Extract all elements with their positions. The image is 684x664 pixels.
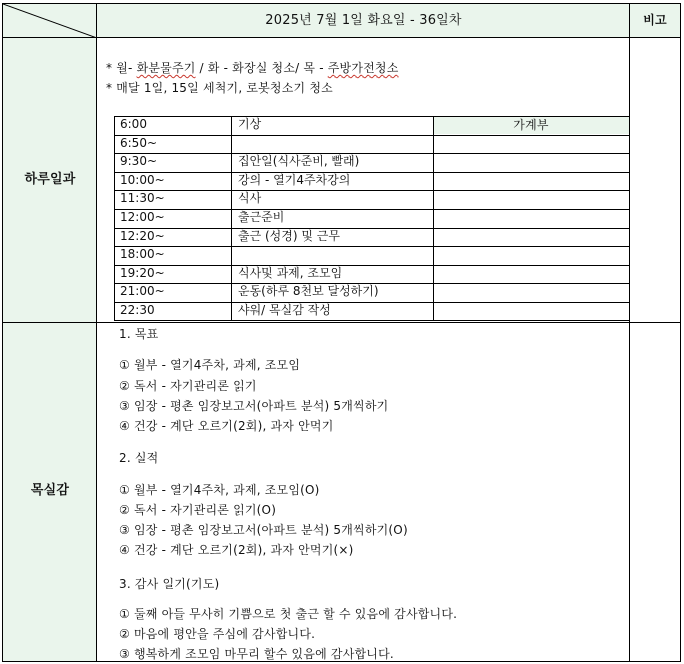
routine-note-1: * 월- 화분물주기 / 화 - 화장실 청소/ 목 - 주방가전청소 [106, 61, 399, 75]
corner-cell [3, 4, 97, 38]
section-divider [3, 322, 680, 323]
title-cell [97, 4, 630, 38]
schedule-row-divider [114, 172, 630, 173]
gratitude-item-3: ③ 행복하게 조모임 마무리 할수 있음에 감사합니다. [119, 647, 394, 661]
schedule-row-divider [114, 246, 630, 247]
result-item-4: ④ 건강 - 계단 오르기(2회), 과자 안먹기(×) [119, 543, 354, 557]
gratitude-item-1: ① 둘째 아들 무사히 기쁨으로 첫 출근 할 수 있음에 감사합니다. [119, 607, 458, 621]
schedule-row [114, 209, 630, 227]
goal-item-1: ① 월부 - 열기4주차, 과제, 조모임 [119, 358, 301, 372]
gratitude-item-2: ② 마음에 평안을 주심에 감사합니다. [119, 627, 316, 641]
title-text: 2025년 7월 1일 화요일 - 36일차 [265, 13, 462, 28]
remarks-label: 비고 [643, 13, 667, 27]
schedule-row [114, 172, 630, 190]
schedule-row-divider [114, 153, 630, 154]
schedule-activity: 출근 (성경) 및 근무 [238, 228, 340, 243]
schedule-row [114, 302, 630, 320]
schedule-row [114, 190, 630, 208]
remarks-header-cell [630, 4, 680, 38]
schedule-activity: 식사및 과제, 조모임 [238, 265, 343, 280]
schedule-row [114, 246, 630, 264]
schedule-activity: 집안일(식사준비, 빨래) [238, 154, 360, 169]
schedule-table [114, 116, 630, 321]
schedule-activity: 기상 [238, 117, 262, 131]
goal-item-2: ② 독서 - 자기관리론 읽기 [119, 379, 257, 393]
label-column-divider [96, 4, 97, 661]
schedule-row [114, 265, 630, 283]
result-item-1: ① 월부 - 열기4주차, 과제, 조모임(O) [119, 483, 320, 497]
schedule-row [114, 135, 630, 153]
page-title [97, 13, 630, 29]
routine-label-cell [3, 38, 97, 323]
goals-title: 1. 목표 [119, 327, 159, 341]
schedule-time: 12:00~ [120, 210, 165, 224]
header-divider [3, 37, 680, 38]
schedule-row-divider [114, 302, 630, 303]
result-item-3: ③ 임장 - 평촌 임장보고서(아파트 분석) 5개씩하기(O) [119, 523, 408, 537]
daily-journal-table [2, 3, 681, 662]
schedule-time: 18:00~ [120, 247, 165, 262]
schedule-time: 6:50~ [120, 135, 158, 150]
goal-item-4: ④ 건강 - 계단 오르기(2회), 과자 안먹기 [119, 419, 334, 433]
results-title: 2. 실적 [119, 451, 159, 465]
schedule-time: 12:20~ [120, 228, 165, 243]
schedule-row [114, 228, 630, 246]
schedule-activity: 운동(하루 8천보 달성하기) [238, 284, 379, 299]
goal-item-3: ③ 임장 - 평촌 임장보고서(아파트 분석) 5개씩하기 [119, 399, 389, 413]
schedule-time: 22:30 [120, 303, 155, 317]
schedule-row-divider [114, 265, 630, 266]
schedule-activity: 샤워/ 목실감 작성 [238, 303, 331, 317]
routine-label: 하루일과 [24, 172, 76, 187]
schedule-row-divider [114, 190, 630, 191]
reflection-content [119, 327, 624, 661]
routine-note-2: * 매달 1일, 15일 세척기, 로봇청소기 청소 [106, 81, 333, 95]
schedule-time: 6:00 [120, 117, 147, 131]
schedule-row-divider [114, 209, 630, 210]
diagonal-divider [3, 4, 97, 38]
budget-label: 가계부 [513, 118, 549, 132]
reflection-label: 목실감 [30, 483, 70, 498]
schedule-row [114, 283, 630, 301]
reflection-label-cell [3, 323, 97, 661]
schedule-time: 10:00~ [120, 172, 165, 187]
gratitude-title: 3. 감사 일기(기도) [119, 577, 220, 591]
remarks-column-divider [629, 4, 630, 661]
result-item-2: ② 독서 - 자기관리론 읽기(O) [119, 503, 277, 517]
schedule-activity: 출근준비 [238, 210, 285, 224]
schedule-row [114, 116, 630, 134]
schedule-row-divider [114, 228, 630, 229]
schedule-time: 11:30~ [120, 191, 165, 206]
schedule-row [114, 153, 630, 171]
schedule-time: 9:30~ [120, 154, 158, 169]
schedule-row-divider [114, 135, 630, 136]
schedule-activity: 강의 - 열기4주차강의 [238, 172, 351, 187]
schedule-time: 19:20~ [120, 265, 165, 280]
schedule-activity: 식사 [238, 191, 262, 206]
schedule-time: 21:00~ [120, 284, 165, 299]
